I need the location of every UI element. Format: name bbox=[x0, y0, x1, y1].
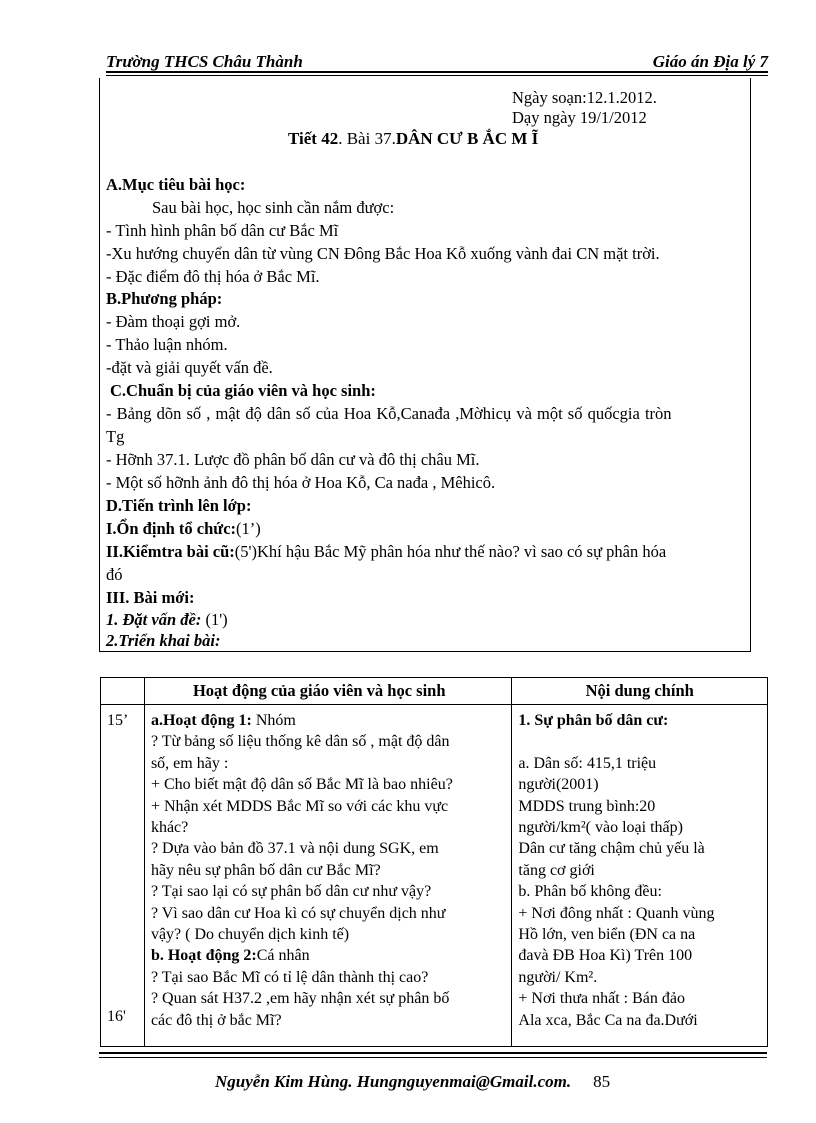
section-d3-heading: III. Bài mới: bbox=[106, 588, 195, 607]
table-header-time bbox=[101, 678, 145, 705]
activity-line: ? Dựa vào bản đồ 37.1 và nội dung SGK, em bbox=[150, 840, 439, 858]
content-line: b. Phân bố không đều: bbox=[518, 883, 662, 901]
footer-rule-thin bbox=[99, 1057, 767, 1058]
content-cell bbox=[512, 705, 768, 1047]
activity-line: ? Tại sao lại có sự phân bố dân cư như vậy? bbox=[150, 883, 432, 901]
activity-line: hãy nêu sự phân bố dân cư Bắc Mĩ? bbox=[150, 861, 381, 879]
section-b-heading: B.Phương pháp: bbox=[106, 289, 223, 308]
time-value: 15’ bbox=[107, 712, 129, 729]
table-header-activity: Hoạt động của giáo viên và học sinh bbox=[144, 678, 511, 705]
section-d-heading: D.Tiến trình lên lớp: bbox=[106, 496, 252, 515]
section-d2-cont: đó bbox=[106, 565, 123, 584]
content-line: Ala xca, Bắc Ca na đa.Dưới bbox=[518, 1011, 698, 1029]
section-d1-time: (1’) bbox=[236, 519, 261, 538]
date-prepared: Ngày soạn:12.1.2012. bbox=[512, 88, 657, 107]
section-b-item: - Thảo luận nhóm. bbox=[106, 335, 228, 354]
section-d2 bbox=[106, 542, 666, 562]
header-rule bbox=[106, 71, 768, 73]
activity-line: ? Vì sao dân cư Hoa kì có sự chuyển dịch như bbox=[150, 904, 446, 922]
content-line: MDDS trung bình:20 bbox=[518, 797, 656, 815]
school-name: Trường THCS Châu Thành bbox=[106, 52, 303, 71]
section-c-item: Tg bbox=[106, 427, 125, 446]
content-line: + Nơi đông nhất : Quanh vùng bbox=[518, 904, 715, 922]
section-c-item: - Bảng dõn số , mật độ dân số của Hoa Kỗ,Canađa ,Mờhicụ và một số quốcgia tròn bbox=[106, 404, 672, 423]
content-line: Dân cư tăng chậm chủ yếu là bbox=[518, 840, 705, 858]
section-a-heading: A.Mục tiêu bài học: bbox=[106, 175, 246, 194]
page-number: 85 bbox=[593, 1072, 611, 1091]
section-d3a-time: (1') bbox=[201, 610, 228, 629]
footer-author: Nguyễn Kim Hùng. Hungnguyenmai@Gmail.com. bbox=[215, 1072, 572, 1091]
activity-line: vậy? ( Do chuyển dịch kinh tế) bbox=[150, 926, 350, 943]
section-c-item: - Hỡnh 37.1. Lược đồ phân bố dân cư và đô thị châu Mĩ. bbox=[106, 450, 480, 469]
page-header bbox=[106, 50, 768, 74]
table-header-row bbox=[101, 678, 768, 705]
content-line: người(2001) bbox=[518, 776, 599, 794]
table-header-content: Nội dung chính bbox=[512, 678, 768, 705]
section-c-item: - Một số hỡnh ảnh đô thị hóa ở Hoa Kỗ, Ca nađa , Mêhicô. bbox=[106, 473, 496, 492]
activity-line: + Cho biết mật độ dân số Bắc Mĩ là bao nhiêu? bbox=[150, 776, 453, 794]
content-line: 1. Sự phân bố dân cư: bbox=[518, 712, 669, 729]
lesson-period: Tiết 42 bbox=[288, 129, 339, 148]
section-d1-heading: I.Ổn định tổ chức: bbox=[106, 519, 237, 538]
section-d3a bbox=[106, 610, 228, 630]
time-cell bbox=[101, 705, 145, 1047]
activity-table bbox=[100, 677, 768, 1047]
activity-line: a.Hoạt động 1: Nhóm bbox=[150, 712, 296, 729]
activity-line: b. Hoạt động 2:Cá nhân bbox=[150, 947, 310, 965]
section-a-item: -Xu hướng chuyển dân từ vùng CN Đông Bắc Hoa Kỗ xuống vành đai CN mặt trời. bbox=[106, 244, 660, 263]
lesson-name: DÂN CƯ B ẮC M Ĩ bbox=[395, 129, 539, 148]
section-a-intro: Sau bài học, học sinh cần nắm được: bbox=[152, 198, 395, 217]
activity-line: + Nhận xét MDDS Bắc Mĩ so với các khu vực bbox=[150, 797, 449, 815]
section-b-item: -đặt và giải quyết vấn đề. bbox=[106, 358, 273, 377]
activity-line: ? Từ bảng số liệu thống kê dân số , mật độ dân bbox=[150, 733, 450, 751]
section-d1 bbox=[106, 519, 261, 539]
section-d3a-heading: 1. Đặt vấn đề: bbox=[106, 610, 202, 629]
activity-line: ? Tại sao Bắc Mĩ có tỉ lệ dân thành thị cao? bbox=[150, 968, 429, 986]
table-row bbox=[101, 705, 768, 1047]
section-d3b-heading: 2.Triển khai bài: bbox=[106, 631, 221, 650]
activity-line: các đô thị ở bắc Mĩ? bbox=[150, 1011, 282, 1029]
activity-cell bbox=[144, 705, 511, 1047]
section-a-item: - Đặc điểm đô thị hóa ở Bắc Mĩ. bbox=[106, 267, 320, 286]
section-a-item: - Tình hình phân bố dân cư Bắc Mĩ bbox=[106, 221, 339, 240]
activity-line: số, em hãy : bbox=[150, 754, 229, 772]
footer-rule bbox=[99, 1052, 767, 1054]
content-line: a. Dân số: 415,1 triệu bbox=[518, 754, 657, 772]
content-line: người/km²( vào loại thấp) bbox=[518, 819, 683, 836]
content-line: người/ Km². bbox=[518, 968, 598, 986]
lesson-title bbox=[288, 129, 538, 149]
lesson-number: . Bài 37. bbox=[338, 129, 396, 148]
section-d2-text: (5')Khí hậu Bắc Mỹ phân hóa như thế nào? vì sao có sự phân hóa bbox=[234, 542, 667, 561]
content-line: tăng cơ giới bbox=[518, 861, 595, 879]
section-b-item: - Đàm thoại gợi mở. bbox=[106, 312, 241, 331]
activity-line: khác? bbox=[150, 819, 189, 836]
activity-line: ? Quan sát H37.2 ,em hãy nhận xét sự phân bố bbox=[150, 990, 450, 1008]
content-line: Hồ lớn, ven biển (ĐN ca na bbox=[518, 926, 696, 943]
header-rule-thin bbox=[106, 75, 768, 76]
content-line: + Nơi thưa nhất : Bán đảo bbox=[518, 990, 685, 1008]
date-taught: Dạy ngày 19/1/2012 bbox=[512, 108, 647, 127]
time-value: 16' bbox=[107, 1008, 126, 1025]
section-d2-heading: II.Kiểmtra bài cũ: bbox=[106, 542, 235, 561]
section-c-heading: C.Chuẩn bị của giáo viên và học sinh: bbox=[110, 381, 376, 400]
lesson-box bbox=[99, 78, 751, 652]
page-footer bbox=[215, 1072, 610, 1092]
content-line: đavà ĐB Hoa Kì) Trên 100 bbox=[518, 947, 693, 965]
subject-title: Giáo án Địa lý 7 bbox=[652, 52, 768, 71]
